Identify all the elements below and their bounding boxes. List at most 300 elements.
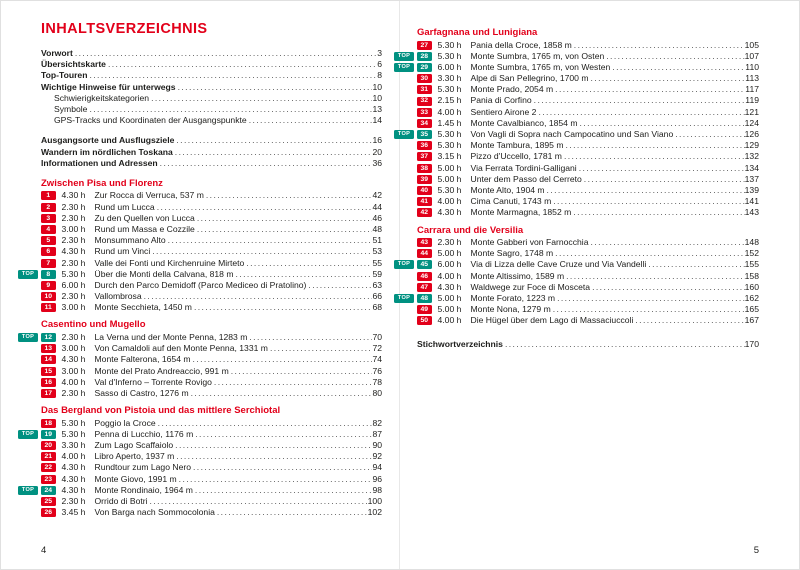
tour-number-badge: 19 bbox=[41, 430, 56, 439]
dot-leader bbox=[582, 174, 745, 185]
tour-duration: 3.00 h bbox=[61, 223, 86, 234]
tour-entry bbox=[417, 140, 759, 151]
dot-leader bbox=[155, 202, 373, 213]
tour-entry bbox=[41, 246, 382, 257]
tour-number-badge: 37 bbox=[417, 152, 432, 161]
entry-page-number: 92 bbox=[372, 451, 382, 462]
dot-leader bbox=[195, 213, 373, 224]
tour-title: Monte Nona, 1279 m bbox=[470, 304, 551, 315]
tour-title: Valle dei Fonti und Kirchenruine Mirteto bbox=[94, 257, 245, 268]
entry-page-number: 80 bbox=[372, 387, 382, 398]
tour-duration: 2.15 h bbox=[437, 95, 462, 106]
toc-entry bbox=[41, 82, 382, 93]
tour-title: Die Hügel über dem Lago di Massaciuccoli bbox=[470, 315, 634, 326]
dot-leader bbox=[532, 95, 746, 106]
tour-duration: 4.30 h bbox=[61, 484, 86, 495]
tour-entry bbox=[417, 237, 759, 248]
top-badge: TOP bbox=[394, 63, 414, 72]
entry-label: Symbole bbox=[54, 103, 88, 114]
tour-entry bbox=[417, 84, 759, 95]
tour-entry bbox=[41, 418, 382, 429]
section-heading: Garfagnana und Lunigiana bbox=[417, 27, 538, 38]
tour-number-badge: 7 bbox=[41, 259, 56, 268]
tour-title: Von Barga nach Sommocolonia bbox=[94, 507, 215, 518]
entry-page-number: 20 bbox=[372, 146, 382, 157]
entry-page-number: 94 bbox=[372, 462, 382, 473]
tour-entry bbox=[417, 95, 759, 106]
dot-leader bbox=[551, 196, 744, 207]
tour-duration: 3.00 h bbox=[61, 343, 86, 354]
tour-number-badge: 35 bbox=[417, 130, 432, 139]
tour-number-badge: 3 bbox=[41, 214, 56, 223]
tour-duration: 5.00 h bbox=[437, 173, 462, 184]
tour-entry bbox=[41, 377, 382, 388]
entry-page-number: 74 bbox=[372, 354, 382, 365]
tour-number-badge: 2 bbox=[41, 203, 56, 212]
toc-entry bbox=[41, 115, 382, 126]
entry-page-number: 76 bbox=[372, 365, 382, 376]
entry-page-number: 141 bbox=[744, 196, 759, 207]
dot-leader bbox=[177, 474, 373, 485]
entry-label: Vorwort bbox=[41, 48, 73, 58]
dot-leader bbox=[244, 258, 372, 269]
entry-page-number: 143 bbox=[744, 207, 759, 218]
entry-page-number: 167 bbox=[744, 315, 759, 326]
tour-title: Monte Cavalbianco, 1854 m bbox=[470, 117, 578, 128]
dot-leader bbox=[87, 70, 377, 81]
tour-number-badge: 13 bbox=[41, 344, 56, 353]
dot-leader bbox=[191, 462, 372, 473]
tour-title: Unter dem Passo del Cerreto bbox=[470, 173, 582, 184]
tour-title: Monte Secchieta, 1450 m bbox=[94, 302, 192, 313]
dot-leader bbox=[189, 388, 373, 399]
dot-leader bbox=[633, 315, 744, 326]
entry-page-number: 148 bbox=[744, 237, 759, 247]
tour-title: Zu den Quellen von Lucca bbox=[94, 212, 195, 223]
entry-page-number: 48 bbox=[372, 223, 382, 234]
tour-duration: 4.30 h bbox=[61, 354, 86, 365]
page-right bbox=[397, 1, 799, 569]
tour-title: Monte Alto, 1904 m bbox=[470, 184, 545, 195]
tour-entry bbox=[417, 73, 759, 84]
entry-page-number: 158 bbox=[744, 270, 759, 281]
tour-number-badge: 47 bbox=[417, 283, 432, 292]
entry-page-number: 162 bbox=[744, 292, 759, 303]
tour-number-badge: 26 bbox=[41, 508, 56, 517]
tour-number-badge: 40 bbox=[417, 186, 432, 195]
tour-number-badge: 6 bbox=[41, 247, 56, 256]
dot-leader bbox=[536, 107, 744, 118]
tour-entry bbox=[397, 292, 759, 304]
section-heading: Zwischen Pisa und Florenz bbox=[41, 177, 163, 189]
tour-number-badge: 36 bbox=[417, 141, 432, 150]
dot-leader bbox=[106, 59, 377, 70]
tour-number-badge: 30 bbox=[417, 74, 432, 83]
tour-number-badge: 38 bbox=[417, 164, 432, 173]
tour-duration: 2.30 h bbox=[61, 257, 86, 268]
entry-page-number: 165 bbox=[744, 304, 759, 315]
page-title: INHALTSVERZEICHNIS bbox=[41, 21, 208, 37]
entry-page-number: 90 bbox=[372, 439, 382, 450]
top-badge: TOP bbox=[394, 294, 414, 303]
tour-entry bbox=[41, 354, 382, 365]
dot-leader bbox=[247, 332, 372, 343]
tour-number-badge: 29 bbox=[417, 63, 432, 72]
tour-entry bbox=[397, 50, 759, 62]
tour-duration: 5.30 h bbox=[437, 129, 462, 139]
tour-title: Vallombrosa bbox=[94, 291, 142, 302]
top-badge: TOP bbox=[394, 130, 414, 139]
tour-number-badge: 32 bbox=[417, 97, 432, 106]
tour-number-badge: 22 bbox=[41, 463, 56, 472]
dot-leader bbox=[149, 93, 372, 104]
entry-page-number: 124 bbox=[744, 117, 759, 128]
toc-entry bbox=[41, 59, 382, 70]
tour-number-badge: 9 bbox=[41, 281, 56, 290]
toc-entry bbox=[41, 70, 382, 81]
tour-title: Val d'Inferno – Torrente Rovigo bbox=[94, 376, 212, 387]
tour-title: Monte Tambura, 1895 m bbox=[470, 140, 564, 151]
dot-leader bbox=[173, 440, 372, 451]
tour-number-badge: 12 bbox=[41, 333, 56, 342]
tour-entry bbox=[41, 190, 382, 201]
tour-title: Monte Falterona, 1654 m bbox=[94, 354, 191, 365]
tour-entry bbox=[417, 271, 759, 282]
entry-page-number: 72 bbox=[372, 343, 382, 354]
tour-title: Monte del Prato Andreaccio, 991 m bbox=[94, 365, 229, 376]
tour-entry bbox=[41, 474, 382, 485]
toc-entry bbox=[41, 158, 382, 169]
tour-duration: 5.30 h bbox=[437, 84, 462, 95]
toc-section bbox=[21, 405, 382, 518]
entry-page-number: 134 bbox=[744, 162, 759, 173]
entry-label: Top-Touren bbox=[41, 70, 88, 81]
top-badge: TOP bbox=[18, 270, 38, 279]
tour-title: Monte Sumbra, 1765 m, von Osten bbox=[470, 50, 605, 61]
tour-title: Monte Marmagna, 1852 m bbox=[470, 207, 572, 218]
tour-entry bbox=[21, 428, 382, 440]
tour-entry bbox=[21, 484, 382, 496]
entry-label: Übersichtskarte bbox=[41, 59, 106, 70]
dot-leader bbox=[604, 51, 744, 62]
entry-label: Schwierigkeitskategorien bbox=[54, 92, 150, 103]
toc-entry bbox=[417, 339, 759, 350]
dot-leader bbox=[173, 147, 373, 158]
tour-entry bbox=[417, 174, 759, 185]
tour-duration: 4.30 h bbox=[61, 473, 86, 484]
tour-title: Poggio la Croce bbox=[94, 417, 156, 428]
front-matter-group bbox=[41, 135, 382, 169]
tour-entry bbox=[41, 291, 382, 302]
entry-page-number: 113 bbox=[745, 73, 759, 84]
tour-number-badge: 50 bbox=[417, 316, 432, 325]
entry-page-number: 55 bbox=[372, 257, 382, 268]
tour-title: Durch den Parco Demidoff (Parco Mediceo di Pratolino) bbox=[94, 279, 307, 290]
tour-title: Rund um Vinci bbox=[94, 246, 151, 257]
tour-title: Rundtour zum Lago Nero bbox=[94, 462, 191, 473]
tour-duration: 4.30 h bbox=[61, 190, 86, 201]
tour-title: Monte Giovo, 1991 m bbox=[94, 473, 177, 484]
tour-duration: 4.00 h bbox=[437, 270, 462, 281]
section-heading: Das Bergland von Pistoia und das mittlere Serchiotal bbox=[41, 405, 281, 417]
dot-leader bbox=[646, 259, 744, 270]
front-matter-group bbox=[41, 48, 382, 126]
entry-page-number: 121 bbox=[744, 106, 759, 117]
tour-title: Waldwege zur Foce di Mosceta bbox=[470, 281, 591, 292]
page-left bbox=[1, 1, 400, 569]
tour-entry bbox=[41, 235, 382, 246]
tour-duration: 1.45 h bbox=[437, 117, 462, 128]
tour-title: Monte Prado, 2054 m bbox=[470, 84, 554, 95]
tour-title: Libro Aperto, 1937 m bbox=[94, 451, 175, 462]
entry-label: GPS-Tracks und Koordinaten der Ausgangspunkte bbox=[54, 115, 247, 126]
tour-entry bbox=[417, 304, 759, 315]
entry-page-number: 107 bbox=[744, 50, 759, 61]
entry-page-number: 14 bbox=[372, 115, 382, 126]
section-heading: Casentino und Mugello bbox=[41, 319, 146, 331]
entry-page-number: 59 bbox=[372, 268, 382, 279]
tour-title: Orrido di Botri bbox=[94, 495, 148, 506]
dot-leader bbox=[150, 246, 372, 257]
front-matter bbox=[41, 48, 382, 169]
tour-number-badge: 33 bbox=[417, 108, 432, 117]
tour-duration: 5.30 h bbox=[61, 428, 86, 439]
tour-entry bbox=[417, 151, 759, 162]
tour-title: Von Camaldoli auf den Monte Penna, 1331 m bbox=[94, 343, 268, 354]
tour-duration: 5.00 h bbox=[437, 304, 462, 315]
tour-number-badge: 23 bbox=[41, 475, 56, 484]
entry-page-number: 139 bbox=[744, 184, 759, 195]
tour-title: Monsummano Alto bbox=[94, 235, 166, 246]
toc-section bbox=[21, 319, 382, 399]
tour-duration: 2.30 h bbox=[61, 212, 86, 223]
tour-duration: 5.00 h bbox=[437, 162, 462, 173]
tour-entry bbox=[397, 61, 759, 73]
entry-page-number: 8 bbox=[377, 70, 382, 81]
tour-entry bbox=[41, 496, 382, 507]
toc-section bbox=[21, 177, 382, 314]
tour-title: Pania di Corfino bbox=[470, 95, 532, 106]
tour-number-badge: 10 bbox=[41, 292, 56, 301]
tour-number-badge: 16 bbox=[41, 378, 56, 387]
tour-title: Pizzo d'Uccello, 1781 m bbox=[470, 151, 562, 162]
tour-entry bbox=[41, 451, 382, 462]
tour-duration: 5.00 h bbox=[437, 248, 462, 259]
tour-duration: 2.30 h bbox=[61, 235, 86, 246]
dot-leader bbox=[553, 248, 745, 259]
tour-entry bbox=[41, 462, 382, 473]
entry-page-number: 46 bbox=[372, 212, 382, 223]
entry-page-number: 170 bbox=[744, 338, 759, 349]
tour-number-badge: 8 bbox=[41, 270, 56, 279]
tour-title: Rund um Massa e Cozzile bbox=[94, 223, 195, 234]
dot-leader bbox=[234, 269, 373, 280]
tour-title: Penna di Lucchio, 1176 m bbox=[94, 428, 194, 439]
tour-title: Via di Lizza delle Cave Cruze und Via Vandelli bbox=[470, 259, 647, 270]
dot-leader bbox=[673, 129, 744, 140]
dot-leader bbox=[142, 291, 373, 302]
tour-title: La Verna und der Monte Penna, 1283 m bbox=[94, 331, 248, 342]
right-tail bbox=[417, 339, 759, 350]
tour-title: Zum Lago Scaffaiolo bbox=[94, 439, 174, 450]
tour-duration: 4.30 h bbox=[437, 281, 462, 292]
tour-number-badge: 25 bbox=[41, 497, 56, 506]
entry-page-number: 110 bbox=[745, 61, 759, 72]
tour-number-badge: 46 bbox=[417, 272, 432, 281]
entry-page-number: 51 bbox=[372, 235, 382, 246]
entry-page-number: 105 bbox=[744, 39, 759, 50]
dot-leader bbox=[268, 343, 373, 354]
entry-page-number: 152 bbox=[744, 248, 759, 259]
tour-title: Monte Gabberi von Farnocchia bbox=[470, 237, 589, 247]
section-heading: Carrara und die Versilia bbox=[417, 224, 524, 236]
tour-title: Monte Sagro, 1748 m bbox=[470, 248, 554, 259]
entry-label: Stichwortverzeichnis bbox=[417, 338, 503, 349]
tour-number-badge: 24 bbox=[41, 486, 56, 495]
dot-leader bbox=[571, 207, 744, 218]
tour-entry bbox=[417, 107, 759, 118]
tour-number-badge: 41 bbox=[417, 197, 432, 206]
entry-page-number: 117 bbox=[745, 84, 759, 95]
entry-page-number: 119 bbox=[745, 95, 759, 106]
top-badge: TOP bbox=[394, 260, 414, 269]
folio-right: 5 bbox=[753, 545, 759, 556]
entry-page-number: 132 bbox=[744, 151, 759, 162]
tour-title: Sentiero Airone 2 bbox=[470, 106, 537, 117]
tour-entry bbox=[41, 280, 382, 291]
dot-leader bbox=[564, 271, 745, 282]
entry-label: Ausgangsorte und Ausflugsziele bbox=[41, 135, 175, 146]
tour-title: Rund um Lucca bbox=[94, 201, 155, 212]
dot-leader bbox=[610, 62, 745, 73]
tour-duration: 4.00 h bbox=[437, 106, 462, 117]
tour-duration: 5.30 h bbox=[61, 268, 86, 279]
tour-entry bbox=[397, 129, 759, 140]
tour-title: Zur Rocca di Verruca, 537 m bbox=[94, 190, 204, 201]
tour-entry bbox=[417, 282, 759, 293]
tour-entry bbox=[21, 331, 382, 343]
dot-leader bbox=[212, 377, 373, 388]
tour-entry bbox=[417, 196, 759, 207]
tour-duration: 3.30 h bbox=[437, 73, 462, 84]
tour-title: Sasso di Castro, 1276 m bbox=[94, 387, 189, 398]
toc-entry bbox=[41, 104, 382, 115]
tour-title: Alpe di San Pellegrino, 1700 m bbox=[470, 73, 589, 84]
tour-duration: 6.00 h bbox=[61, 279, 86, 290]
tour-number-badge: 27 bbox=[417, 41, 432, 50]
tour-number-badge: 49 bbox=[417, 305, 432, 314]
entry-page-number: 98 bbox=[372, 484, 382, 495]
tour-entry bbox=[417, 248, 759, 259]
tour-duration: 2.30 h bbox=[61, 387, 86, 398]
tour-duration: 4.00 h bbox=[437, 196, 462, 207]
entry-page-number: 126 bbox=[744, 129, 759, 139]
tour-title: Von Vagli di Sopra nach Campocatino und San Viano bbox=[470, 129, 674, 139]
entry-page-number: 82 bbox=[372, 417, 382, 428]
entry-page-number: 63 bbox=[372, 279, 382, 290]
tour-entry bbox=[417, 185, 759, 196]
entry-page-number: 36 bbox=[372, 157, 382, 168]
tour-number-badge: 39 bbox=[417, 175, 432, 184]
tour-number-badge: 1 bbox=[41, 191, 56, 200]
entry-label: Wandern im nördlichen Toskana bbox=[41, 146, 173, 157]
entry-label: Informationen und Adressen bbox=[41, 157, 158, 168]
dot-leader bbox=[247, 115, 373, 126]
tour-entry bbox=[417, 163, 759, 174]
entry-page-number: 44 bbox=[372, 201, 382, 212]
entry-label: Wichtige Hinweise für unterwegs bbox=[41, 81, 176, 92]
dot-leader bbox=[590, 282, 745, 293]
tour-duration: 5.30 h bbox=[437, 39, 462, 50]
dot-leader bbox=[73, 48, 377, 59]
dot-leader bbox=[87, 104, 372, 115]
top-badge: TOP bbox=[18, 430, 38, 439]
tour-entry bbox=[41, 440, 382, 451]
tour-title: Monte Rondinaio, 1964 m bbox=[94, 484, 193, 495]
entry-page-number: 102 bbox=[367, 507, 382, 518]
tour-title: Monte Sumbra, 1765 m, von Westen bbox=[470, 61, 611, 72]
tour-number-badge: 42 bbox=[417, 208, 432, 217]
tour-number-badge: 18 bbox=[41, 419, 56, 428]
tour-entry bbox=[41, 213, 382, 224]
tour-duration: 3.15 h bbox=[437, 151, 462, 162]
tour-entry bbox=[41, 366, 382, 377]
dot-leader bbox=[148, 496, 368, 507]
tour-number-badge: 20 bbox=[41, 441, 56, 450]
dot-leader bbox=[572, 40, 745, 51]
toc-entry bbox=[41, 135, 382, 146]
tour-duration: 4.00 h bbox=[61, 451, 86, 462]
entry-page-number: 42 bbox=[372, 190, 382, 201]
tour-number-badge: 17 bbox=[41, 389, 56, 398]
entry-page-number: 129 bbox=[744, 140, 759, 151]
tour-duration: 5.30 h bbox=[437, 50, 462, 61]
tour-duration: 5.30 h bbox=[61, 417, 86, 428]
tour-duration: 5.00 h bbox=[437, 292, 462, 303]
dot-leader bbox=[158, 158, 373, 169]
right-sections bbox=[397, 27, 759, 327]
dot-leader bbox=[215, 507, 368, 518]
tour-title: Pania della Croce, 1858 m bbox=[470, 39, 572, 50]
top-badge: TOP bbox=[394, 52, 414, 61]
tour-entry bbox=[417, 40, 759, 51]
toc-entry bbox=[41, 48, 382, 59]
tour-entry bbox=[417, 207, 759, 218]
tour-title: Monte Altissimo, 1589 m bbox=[470, 270, 565, 281]
entry-page-number: 96 bbox=[372, 473, 382, 484]
dot-leader bbox=[176, 82, 373, 93]
entry-page-number: 16 bbox=[372, 135, 382, 146]
entry-page-number: 155 bbox=[744, 259, 759, 270]
dot-leader bbox=[553, 84, 745, 95]
tour-title: Monte Forato, 1223 m bbox=[470, 292, 556, 303]
dot-leader bbox=[229, 366, 373, 377]
tour-duration: 2.30 h bbox=[437, 237, 462, 247]
entry-page-number: 87 bbox=[372, 428, 382, 439]
tour-entry bbox=[41, 202, 382, 213]
entry-page-number: 137 bbox=[744, 173, 759, 184]
dot-leader bbox=[562, 151, 745, 162]
tour-entry bbox=[41, 343, 382, 354]
toc-section bbox=[397, 224, 759, 327]
toc-entry bbox=[41, 147, 382, 158]
tour-entry bbox=[41, 224, 382, 235]
dot-leader bbox=[551, 304, 745, 315]
tour-entry bbox=[417, 315, 759, 326]
tour-duration: 4.30 h bbox=[61, 462, 86, 473]
entry-page-number: 53 bbox=[372, 246, 382, 257]
tour-entry bbox=[417, 118, 759, 129]
